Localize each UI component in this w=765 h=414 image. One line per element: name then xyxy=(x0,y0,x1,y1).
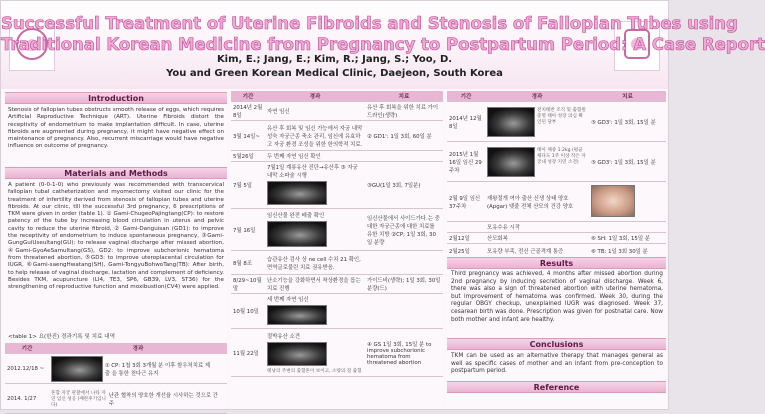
table-row xyxy=(447,244,666,258)
ultrasound-image xyxy=(267,181,327,205)
table-row xyxy=(231,209,443,251)
row-treatment xyxy=(365,251,443,275)
table-header-course: 경과 xyxy=(265,91,365,102)
table-header-period: 기간 xyxy=(447,91,485,102)
table-row xyxy=(231,294,443,329)
row-course: 습관유산 검사 상 ne cell 수치 21 확인, 면역글로불린 치료 권유받음. xyxy=(265,251,365,275)
row-date: 2015년 1월16일 임신 29주차 xyxy=(447,142,485,182)
table-row xyxy=(447,233,666,244)
row-date: 2월12일 xyxy=(447,233,485,244)
row-course: 태아 체중 1.2kg (평균 체다도 1주 이상 작은 자궁내 성장 지연 소견) xyxy=(537,147,586,165)
row-course: 자연 임신 xyxy=(265,102,365,121)
table-row xyxy=(447,142,666,182)
row-date: 2014. 1/27 xyxy=(5,384,49,414)
ultrasound-image xyxy=(487,107,535,137)
row-date: 8/29~10월 말 xyxy=(231,275,265,294)
row-treatment: ⑤ GD3': 1일 3회, 15일 분 xyxy=(589,142,666,182)
table-header-course: 경과 xyxy=(49,343,227,354)
row-date xyxy=(447,222,485,233)
row-course: 7월1일 계류유산 진단→유산후 ③ 자궁 내막 소파술 시행 xyxy=(267,165,358,179)
row-date: 11월 22일 xyxy=(231,329,265,377)
affiliation: You and Green Korean Medical Clinic, Daejeon, South Korea xyxy=(166,68,503,79)
row-treatment: ⑥ TB: 1일 3회 30일 분 xyxy=(589,244,666,258)
poster-header xyxy=(1,1,765,89)
table-row xyxy=(231,162,443,209)
row-date: 7월 5일 xyxy=(231,162,265,209)
authors: Kim, E.; Jang, E.; Kim, R.; Jang, S.; Yoo, D. xyxy=(216,54,453,65)
row-date: 3월 14일~ xyxy=(231,121,265,151)
row-treatment: 유산 후 회복을 위한 치료 가이드라인(생략) xyxy=(365,102,443,121)
row-date: 2014년 2월8일 xyxy=(231,102,265,121)
row-treatment: 가이드비(생략); 1일 3회, 30일 분량(드) xyxy=(365,275,443,294)
row-treatment: ② GD1': 1일 3회, 60일 분 xyxy=(365,121,443,151)
row-text: ① CP: 1첩 3회 3개월 분 이후 함우처치료 제출 을 통한 천다근 유지 xyxy=(104,362,211,377)
results-heading: Results xyxy=(447,257,666,269)
table-header-course: 경과 xyxy=(485,91,589,102)
row-text: 난관 협착의 양호한 개선율 시사하는 것으로 간주 xyxy=(108,392,218,407)
poster-title-line-1: Successful Treatment of Uterine Fibroids and Stenosis of Fallopian Tubes using xyxy=(1,14,738,33)
row-treatment xyxy=(589,222,666,233)
table-row xyxy=(231,121,443,151)
row-date: 2월 9일 임신 37주차 xyxy=(447,182,485,222)
row-date: 2014년 12월8일 xyxy=(447,102,485,142)
row-course: 모유수유 시작 xyxy=(485,222,589,233)
introduction-heading: Introduction xyxy=(5,92,227,104)
table-header-period: 기간 xyxy=(5,343,49,354)
table-row xyxy=(447,182,666,222)
row-course: 모유량 부족, 전신 근골격계 통증 xyxy=(485,244,589,258)
poster-title-line-2: Traditional Korean Medicine from Pregnancy to Postpartum Period: A Case Report xyxy=(1,35,765,54)
table-header-treatment: 치료 xyxy=(365,91,443,102)
ultrasound-image xyxy=(487,147,535,177)
ultrasound-image xyxy=(267,221,327,247)
row-course: 재왕절개 여아 출산 신생 상태 양호(Apgar) 탯줄 전체 산모의 건강 양호 xyxy=(485,182,589,222)
row-course: 전치태반 조직 및 출혈원 증명 태아 성장 의심 확인된 당부 xyxy=(537,107,586,125)
row-treatment: ③GU(1일 3회, 7일분) xyxy=(365,162,443,209)
newborn-photo xyxy=(591,185,635,217)
row-treatment: ④ GS 1일 3회, 15일 분 to improve subchorionic hematoma from threatened abortion xyxy=(365,329,443,377)
row-treatment xyxy=(365,151,443,162)
table-row xyxy=(231,329,443,377)
row-date: 2012.12/18 ~ xyxy=(5,354,49,384)
conclusions-text: TKM can be used as an alternative therapy that manages general as well as specific cases of mother and an infant from pre-conception to postpartum period. xyxy=(451,353,663,375)
row-course: 산모회복 xyxy=(485,233,589,244)
row-date: 7월 16일 xyxy=(231,209,265,251)
ultrasound-image xyxy=(51,356,103,382)
left-course-table xyxy=(5,343,227,414)
introduction-text: Stenosis of fallopian tubes obstructs smooth release of eggs, which requires Artificial Reproductive Technique (ART). Uterine Fibroids distort the receptivity of endometrium to make implantation difficult. In case, uterine fibroids are augmented during pregnancy, it might have negative effect on maintenance of pregnancy. Also, recurrent miscarriage would have negative influence on outcome of pregnancy. xyxy=(8,107,224,150)
row-course: 두 번째 자연 임신 확인 xyxy=(265,151,365,162)
ultrasound-image xyxy=(267,305,327,325)
middle-course-table xyxy=(231,91,443,377)
table-row xyxy=(447,102,666,142)
image-caption: 태낭의 주변의 출혈흔이 보이고, 소량의 질 출혈 xyxy=(267,368,362,374)
row-course: 유산 후 회복 및 임신 가능에서 자궁 내막 성숙 자궁근종 축소 관리, 임신에 유효하고 자궁 환경 조성을 위한 한의학적 치료. xyxy=(265,121,365,151)
reference-heading: Reference xyxy=(447,381,666,393)
table-header-treatment: 치료 xyxy=(589,91,666,102)
results-text: Third pregnancy was achieved, 4 months after missed abortion during 2nd pregnancy by inducing secretion of vaginal discharge. Week 6, there was also a sign of threatened abortion with uterine hematoma, but improvement of hematoma was confirmed. Week 30, during the regular OBGY checkup, unexplained IUGR was diagnosed. Week 37, cesarean birth was done. Prescription was given for postnatal care. Now both mother and infant are healthy. xyxy=(451,271,663,323)
table-row xyxy=(231,275,443,294)
image-caption: 혼합 자궁 관찰에서 나타 자연 임신 성공 (배란후기입니다) xyxy=(51,390,106,408)
row-date: 5월26일 xyxy=(231,151,265,162)
table-1-caption: <table 1> 요(한진) 경과기록 및 치료 내역 xyxy=(8,334,115,340)
table-row xyxy=(231,102,443,121)
row-treatment: ⑥ SH: 1일 3회, 15일 분 xyxy=(589,233,666,244)
row-date: 8월 8조 xyxy=(231,251,265,275)
row-date: 2월25일 xyxy=(447,244,485,258)
table-row xyxy=(231,251,443,275)
table-row xyxy=(5,354,227,384)
ultrasound-image xyxy=(267,342,327,366)
row-treatment: 임신산물에서 사이드가다.는 중대한 자궁근종에 대한 치료를 유한 치방 ②CP; 1일 3회, 30일 분량 xyxy=(365,209,443,251)
right-course-table xyxy=(447,91,666,269)
row-treatment xyxy=(365,294,443,329)
methods-text: A patient (0-0-1-0) who previously was recommended with transcervical fallopian tubal catheterization and myomectomy visited our clinic for the treatment of infertility derived from stenosis of fallopian tubes and uterine fibroids. At our clinic, till the successful 3rd pregnancy, 6 prescriptions of TKM were given in order (table 1). ① Gami-ChugeoPajingtang(CP): to restore patency of the tube by increasing blood circulation in uterus and pelvic cavity to reduce the uterine fibroid, ② Gami-Danguisan (GD1): to improve the receptivity of endometrium to induce spontaneous pregnancy, ③Gami-GungGuiUseultang(GU): to release vaginal discharge after missed abortion, ④Gami-GyoAeSamultang(GS), GD2: to improve subchorionic hematoma from threatened abortion, ⑤GD3: to improve uteroplacental circulation for IUGR, ⑥Gami-saengHwatang(SH), Gami-TongyuBohwoTang(TB): After birth, to help release of vaginal discharge, lactation and complement of deficiency. Besides TKM, acupuncture (LI4, TE3, SP6, GB39, LV3, ST36) for the strengthening of reproductive function and moxibustion(CV4) were applied. xyxy=(8,182,224,291)
table-row xyxy=(447,222,666,233)
row-date: 10월 10일 xyxy=(231,294,265,329)
methods-heading: Materials and Methods xyxy=(5,167,227,179)
table-row xyxy=(231,151,443,162)
row-course: 임신산물 완전 배출 확인 xyxy=(267,212,325,219)
conclusions-heading: Conclusions xyxy=(447,338,666,350)
table-header-period: 기간 xyxy=(231,91,265,102)
table-row xyxy=(5,384,227,414)
row-course: 절박유산 소견 xyxy=(267,333,300,340)
row-course: 세 번째 자연 임신 xyxy=(267,297,309,303)
row-treatment: ⑤ GD3': 1일 3회, 15일 분 xyxy=(589,102,666,142)
row-course: 난소기능을 강화하면서 착상환경을 돕는 치료 진행 xyxy=(265,275,365,294)
